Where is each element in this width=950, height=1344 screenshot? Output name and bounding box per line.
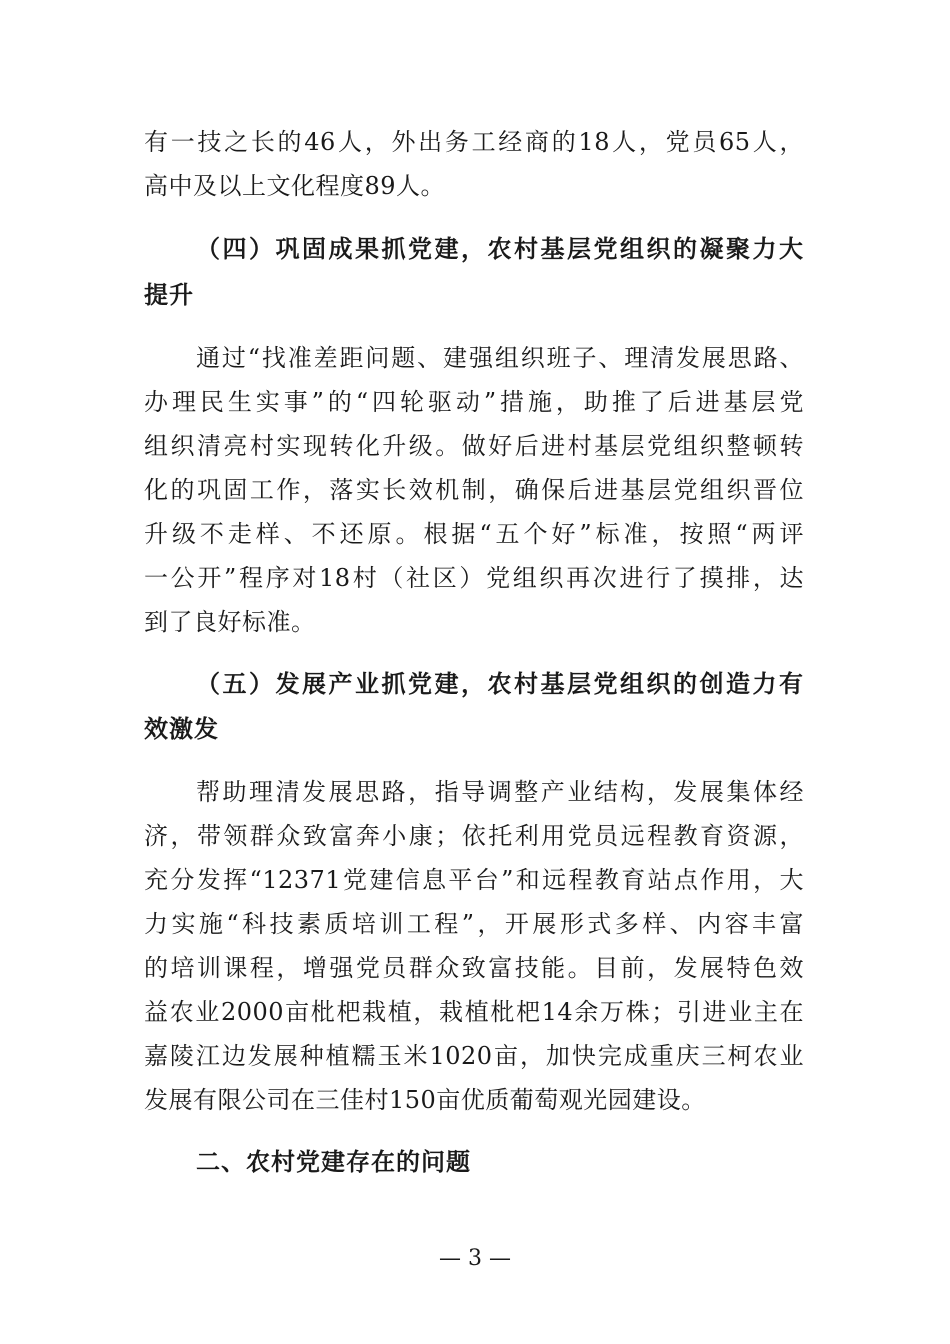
section-heading: 效激发	[144, 715, 219, 743]
paragraph-line: 办理民生实事”的“四轮驱动”措施，助推了后进基层党	[144, 388, 804, 416]
paragraph-line: 有一技之长的46人，外出务工经商的18人，党员65人，	[144, 128, 804, 156]
paragraph-line: 升级不走样、不还原。根据“五个好”标准，按照“两评	[144, 520, 804, 548]
paragraph-line: 帮助理清发展思路，指导调整产业结构，发展集体经	[196, 778, 804, 806]
paragraph-line: 的培训课程，增强党员群众致富技能。目前，发展特色效	[144, 954, 804, 982]
paragraph-line: 通过“找准差距问题、建强组织班子、理清发展思路、	[196, 344, 804, 372]
chapter-heading: 二、农村党建存在的问题	[196, 1148, 471, 1176]
paragraph-line: 济，带领群众致富奔小康；依托利用党员远程教育资源，	[144, 822, 804, 850]
paragraph-line: 发展有限公司在三佳村150亩优质葡萄观光园建设。	[144, 1086, 706, 1114]
section-heading: 提升	[144, 281, 194, 309]
paragraph-line: 充分发挥“12371党建信息平台”和远程教育站点作用，大	[144, 866, 804, 894]
paragraph-line: 力实施“科技素质培训工程”，开展形式多样、内容丰富	[144, 910, 804, 938]
section-heading: （四）巩固成果抓党建，农村基层党组织的凝聚力大	[196, 235, 804, 263]
paragraph-line: 组织清亮村实现转化升级。做好后进村基层党组织整顿转	[144, 432, 804, 460]
paragraph-line: 一公开”程序对18村（社区）党组织再次进行了摸排，达	[144, 564, 804, 592]
paragraph-line: 高中及以上文化程度89人。	[144, 172, 446, 200]
section-heading: （五）发展产业抓党建，农村基层党组织的创造力有	[196, 670, 804, 698]
paragraph-line: 嘉陵江边发展种植糯玉米1020亩，加快完成重庆三柯农业	[144, 1042, 804, 1070]
paragraph-line: 到了良好标准。	[144, 608, 316, 636]
page-number: — 3 —	[439, 1246, 511, 1271]
paragraph-line: 化的巩固工作，落实长效机制，确保后进基层党组织晋位	[144, 476, 804, 504]
paragraph-line: 益农业2000亩枇杷栽植，栽植枇杷14余万株；引进业主在	[144, 998, 804, 1026]
